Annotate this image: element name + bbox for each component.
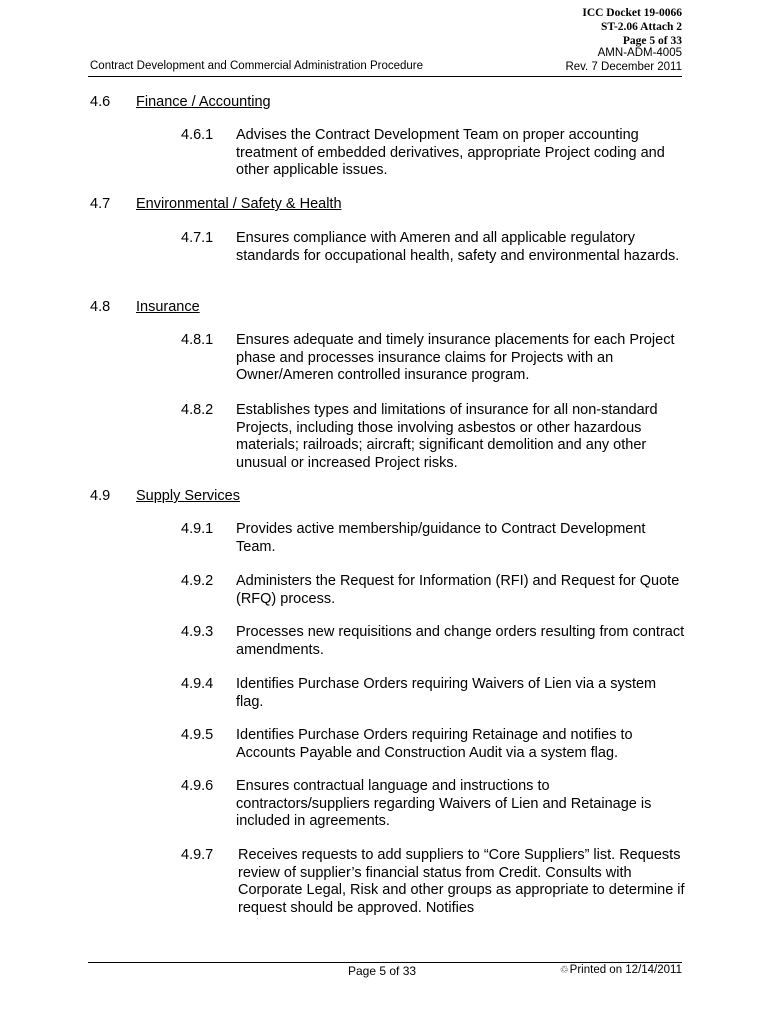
item-text: Identifies Purchase Orders requiring Waivers of Lien via a system flag. [236,676,657,710]
section-number: 4.6 [90,94,111,110]
printed-date: Printed on 12/14/2011 [569,964,682,976]
item-number: 4.9.3 [181,624,214,640]
header-doc-info [565,46,682,74]
docket-number: ICC Docket 19-0066 [582,7,682,19]
header-title: Contract Development and Commercial Administration Procedure [90,60,424,72]
item-text: Advises the Contract Development Team on proper accounting treatment of embedded derivatives, appropriate Project coding and other applicable issues. [236,127,665,178]
item-number: 4.7.1 [181,230,214,246]
section-title: Insurance [136,299,200,315]
item-number: 4.8.2 [181,402,214,418]
section-title: Finance / Accounting [136,94,271,110]
footer-printed [560,964,682,976]
item-text: Provides active membership/guidance to Contract Development Team. [236,521,646,555]
section-title: Supply Services [136,488,240,504]
item-number: 4.9.2 [181,573,214,589]
item-text: Administers the Request for Information (RFI) and Request for Quote (RFQ) process. [236,573,680,607]
item-text: Ensures adequate and timely insurance placements for each Project phase and processes insurance claims for Projects with an Owner/Ameren controlled insurance program. [236,332,675,383]
section-title: Environmental / Safety & Health [136,196,342,212]
item-text: Ensures compliance with Ameren and all applicable regulatory standards for occupational health, safety and environmental hazards. [236,230,680,264]
section-number: 4.7 [90,196,111,212]
item-text: Identifies Purchase Orders requiring Retainage and notifies to Accounts Payable and Construction Audit via a system flag. [236,727,633,761]
item-number: 4.9.7 [181,847,214,863]
docket-attachment: ST-2.06 Attach 2 [600,21,682,33]
item-text: Receives requests to add suppliers to “Core Suppliers” list. Requests review of supplier’s financial status from Credit. Consults with Corporate Legal, Risk and other groups as appropriate to determine if request should be approved. Notifies [238,847,685,916]
item-number: 4.9.5 [181,727,214,743]
item-text: Ensures contractual language and instructions to contractors/suppliers regarding Waivers of Lien and Retainage is included in agreements. [236,778,652,829]
item-number: 4.8.1 [181,332,214,348]
item-number: 4.9.4 [181,676,214,692]
printer-icon: ♲ [559,965,569,976]
footer-divider [88,962,682,963]
item-text: Processes new requisitions and change orders resulting from contract amendments. [236,624,685,658]
doc-revision: Rev. 7 December 2011 [565,61,682,73]
docket-stamp [582,6,682,48]
docket-page: Page 5 of 33 [622,35,682,47]
item-number: 4.9.6 [181,778,214,794]
item-number: 4.9.1 [181,521,214,537]
item-text: Establishes types and limitations of insurance for all non-standard Projects, including those involving asbestos or other hazardous materials; railroads; aircraft; significant demolition and any other unusual or increased Project risks. [236,402,658,471]
item-number: 4.6.1 [181,127,214,143]
footer-page-number: Page 5 of 33 [348,964,417,978]
section-number: 4.8 [90,299,111,315]
header-divider [88,76,682,77]
doc-id: AMN-ADM-4005 [597,47,682,59]
section-number: 4.9 [90,488,111,504]
